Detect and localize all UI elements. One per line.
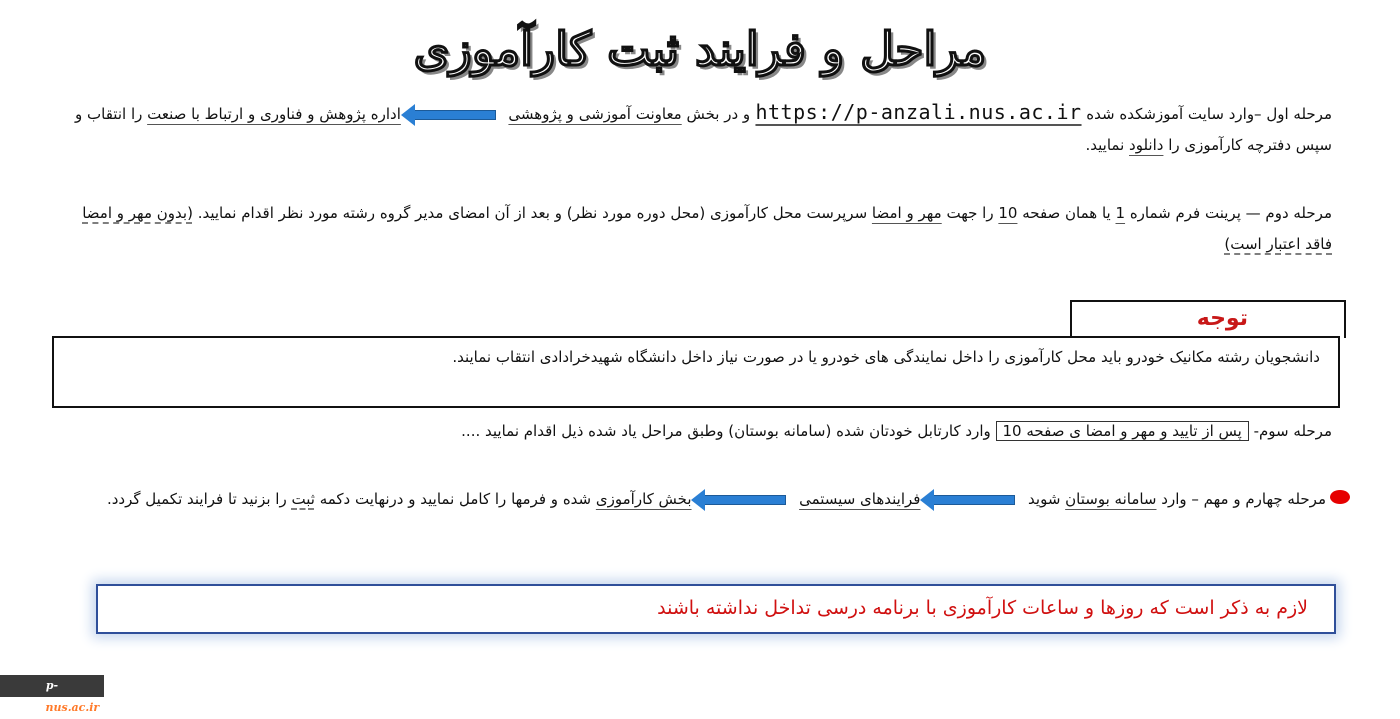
stamp-sign-text: مهر و امضا (871, 204, 942, 222)
step-4-text-c: شوید (1028, 490, 1066, 508)
attention-box (52, 336, 1340, 408)
step-3-text-a: مرحله سوم- (1248, 422, 1332, 440)
attention-label: توجه (1196, 306, 1248, 331)
step-4-text-h: را بزنید تا فرایند تکمیل گردد. (106, 490, 292, 508)
form-number: 1 (1115, 204, 1126, 222)
step-3-paragraph (70, 416, 1332, 447)
step-1-text-e: را انتقاب و سپس دفترچه کارآموزی را (75, 105, 1332, 154)
step-2-text-e: سرپرست محل کارآموزی (محل دوره مورد نظر) و بعد از آن امضای مدیر گروه رشته مورد نظر اقدام نمایید. (192, 204, 872, 222)
step-3-text-b: وارد کارتابل خودتان شده (سامانه بوستان) وطبق مراحل یاد شده ذیل اقدام نمایید .... (461, 422, 996, 440)
step-1-text-b: و در بخش (681, 105, 756, 123)
step-1-download-text: دانلود (1129, 136, 1164, 154)
arrow-icon-2 (933, 495, 1015, 505)
step-4-text-f: شده و فرمها را کامل نمایید و درنهایت دکمه (314, 490, 596, 508)
site-url-link[interactable]: https://p-anzali.nus.ac.ir (755, 100, 1082, 124)
site-logo (0, 675, 104, 714)
step-2-text-b: یا همان صفحه (1017, 204, 1116, 222)
step-1-text-g: نمایید. (1085, 136, 1130, 154)
validity-note: (بدون مهر و امضا فاقد اعتبار است) (82, 204, 1332, 253)
notice-box (96, 584, 1336, 634)
boostan-system-text: سامانه بوستان (1065, 490, 1157, 508)
submit-text: ثبت (291, 490, 315, 508)
step-2-paragraph (70, 198, 1332, 260)
page-title: مراحل و فرایند ثبت کارآموزی (413, 22, 987, 76)
step-2-text-c: را جهت (941, 204, 999, 222)
logo-brand: nus.ac.ir (45, 701, 100, 714)
attention-text: دانشجویان رشته مکانیک خودرو باید محل کارآموزی را داخل نمایندگی های خودرو یا در صورت نیاز داخل دانشگاه شهیدخرادادی انتقاب نمایند. (452, 348, 1320, 366)
notice-text: لازم به ذکر است که روزها و ساعات کارآموزی با برنامه درسی تداخل نداشته باشند (657, 597, 1308, 619)
system-processes-text: فرایندهای سیستمی (799, 490, 921, 508)
step-1-office-text: اداره پژوهش و فناوری و ارتباط با صنعت (147, 105, 401, 123)
internship-section-text: بخش کارآموزی (595, 490, 692, 508)
bullet-icon (1330, 490, 1350, 504)
step-2-text-a: مرحله دوم — پرینت فرم شماره (1125, 204, 1332, 222)
step-4-text-a: مرحله چهارم و مهم – وارد (1156, 490, 1326, 508)
attention-tab (1070, 300, 1346, 338)
step-1-deputy-text: معاونت آموزشی و پژوهشی (508, 105, 682, 123)
step-4-paragraph (64, 484, 1326, 515)
step-3-boxed-text: پس از تایید و مهر و امضا ی صفحه 10 (996, 421, 1249, 441)
page-number: 10 (998, 204, 1018, 222)
step-1-paragraph (70, 97, 1332, 161)
arrow-icon-3 (704, 495, 786, 505)
logo-prefix: p-anzali. (4, 679, 59, 714)
arrow-icon-1 (414, 110, 496, 120)
step-1-text-a: مرحله اول –وارد سایت آموزشکده شده (1081, 105, 1332, 123)
